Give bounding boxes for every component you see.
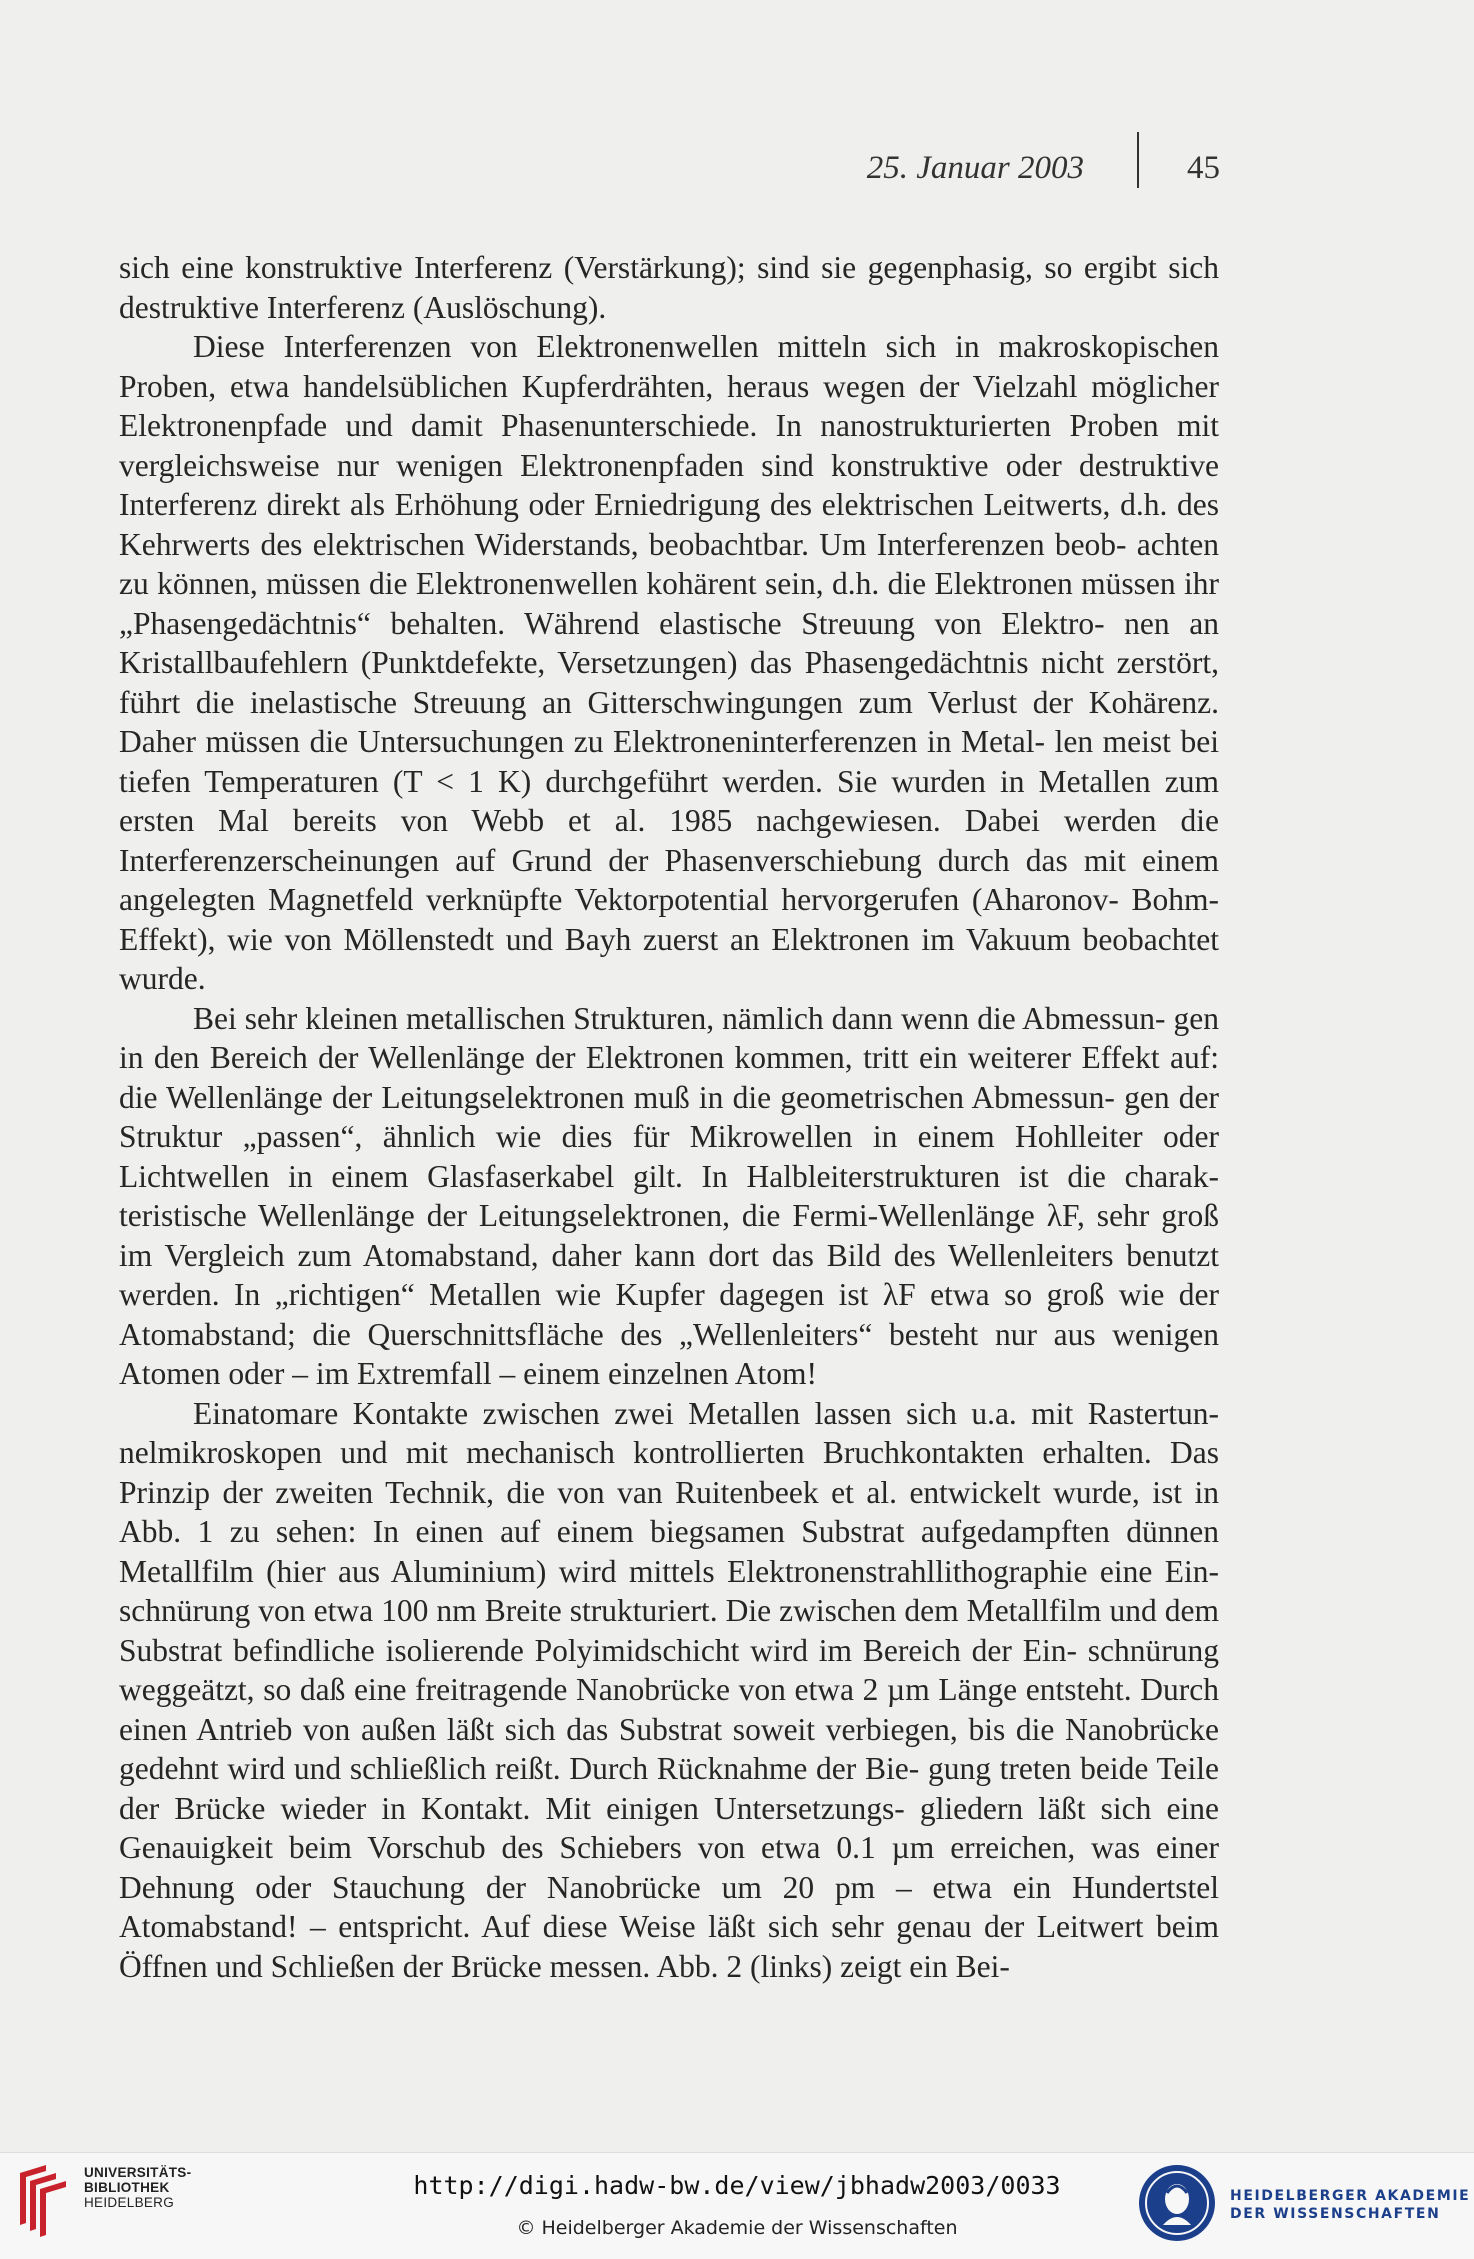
library-line-2: BIBLIOTHEK [84,2180,170,2195]
paragraph-1: sich eine konstruktive Interferenz (Verstärkung); sind sie gegenphasig, so ergibt sich destruktive Interferenz (Auslöschung). [119,250,1219,325]
paragraph-4: Einatomare Kontakte zwischen zwei Metallen lassen sich u.a. mit Rastertun- nelmikroskopen und mit mechanisch kontrollierten Bruchkontakten erhalten. Das Prinzip der zweiten Technik, die von van Ruitenbeek et al. entwickelt wurde, ist in Abb. 1 zu sehen: In einen auf einem biegsamen Substrat aufgedampften dünnen Metallfilm (hier aus Aluminium) wird mittels Elektronenstrahllithographie eine Ein- schnürung von etwa 100 nm Breite strukturiert. Die zwischen dem Metallfilm und dem Substrat befindliche isolierende Polyimidschicht wird im Bereich der Ein- schnürung weggeätzt, so daß eine freitragende Nanobrücke von etwa 2 µm Länge entsteht. Durch einen Antrieb von außen läßt sich das Substrat soweit verbiegen, bis die Nanobrücke gedehnt wird und schließlich reißt. Durch Rücknahme der Bie- gung treten beide Teile der Brücke wieder in Kontakt. Mit einigen Untersetzungs- gliedern läßt sich eine Genauigkeit beim Vorschub des Schiebers von etwa 0.1 µm erreichen, was einer Dehnung oder Stauchung der Nanobrücke um 20 pm – etwa ein Hundertstel Atomabstand! – entspricht. Auf diese Weise läßt sich sehr genau der Leitwert beim Öffnen und Schließen der Brücke messen. Abb. 2 (links) zeigt ein Bei- [119,1395,1219,1984]
paragraph-2: Diese Interferenzen von Elektronenwellen mitteln sich in makroskopischen Proben, etwa handelsüblichen Kupferdrähten, heraus wegen der Vielzahl möglicher Elektronenpfade und damit Phasenunterschiede. In nanostrukturierten Proben mit vergleichsweise nur wenigen Elektronenpfaden sind konstruktive oder destruktive Interferenz direkt als Erhöhung oder Erniedrigung des elektrischen Leitwerts, d.h. des Kehrwerts des elektrischen Widerstands, beobachtbar. Um Interferenzen beob- achten zu können, müssen die Elektronenwellen kohärent sein, d.h. die Elektronen müssen ihr „Phasengedächtnis“ behalten. Während elastische Streuung von Elektro- nen an Kristallbaufehlern (Punktdefekte, Versetzungen) das Phasengedächtnis nicht zerstört, führt die inelastische Streuung an Gitterschwingungen zum Verlust der Kohärenz. Daher müssen die Untersuchungen zu Elektroneninterferenzen in Metal- len meist bei tiefen Temperaturen (T < 1 K) durchgeführt werden. Sie wurden in Metallen zum ersten Mal bereits von Webb et al. 1985 nachgewiesen. Dabei werden die Interferenzerscheinungen auf Grund der Phasenverschiebung durch das mit einem angelegten Magnetfeld verknüpfte Vektorpotential hervorgerufen (Aharonov- Bohm-Effekt), wie von Möllenstedt und Bayh zuerst an Elektronen im Vakuum beobachtet wurde. [119,329,1219,996]
page-number: 45 [1187,150,1220,186]
academy-seal-icon [1137,2163,1217,2243]
academy-line-2: DER WISSENSCHAFTEN [1230,2206,1441,2222]
academy-line-1: HEIDELBERGER AKADEMIE [1230,2188,1471,2204]
document-url-link[interactable]: http://digi.hadw-bw.de/view/jbhadw2003/0033 [413,2171,1061,2200]
library-line-1: UNIVERSITÄTS- [84,2165,192,2180]
header-divider [1137,132,1139,188]
paragraph-3: Bei sehr kleinen metallischen Strukturen, nämlich dann wenn die Abmessun- gen in den Bereich der Wellenlänge der Elektronen kommen, tritt ein weiterer Effekt auf: die Wellenlänge der Leitungselektronen muß in die geometrischen Abmessun- gen der Struktur „passen“, ähnlich wie dies für Mikrowellen in einem Hohlleiter oder Lichtwellen in einem Glasfaserkabel gilt. In Halbleiterstrukturen ist die charak- teristische Wellenlänge der Leitungselektronen, die Fermi-Wellenlänge λF, sehr groß im Vergleich zum Atomabstand, daher kann dort das Bild des Wellenleiters benutzt werden. In „richtigen“ Metallen wie Kupfer dagegen ist λF etwa so groß wie der Atomabstand; die Querschnittsfläche des „Wellenleiters“ besteht nur aus wenigen Atomen oder – im Extremfall – einem einzelnen Atom! [119,1000,1219,1391]
academy-name [1230,2187,1470,2223]
header-date: 25. Januar 2003 [866,150,1084,186]
viewer-footer [0,2152,1474,2259]
copyright-notice: © Heidelberger Akademie der Wissenschaften [516,2217,958,2239]
running-header [0,150,1474,190]
library-line-3: HEIDELBERG [84,2195,175,2210]
body-text [119,248,1219,1986]
